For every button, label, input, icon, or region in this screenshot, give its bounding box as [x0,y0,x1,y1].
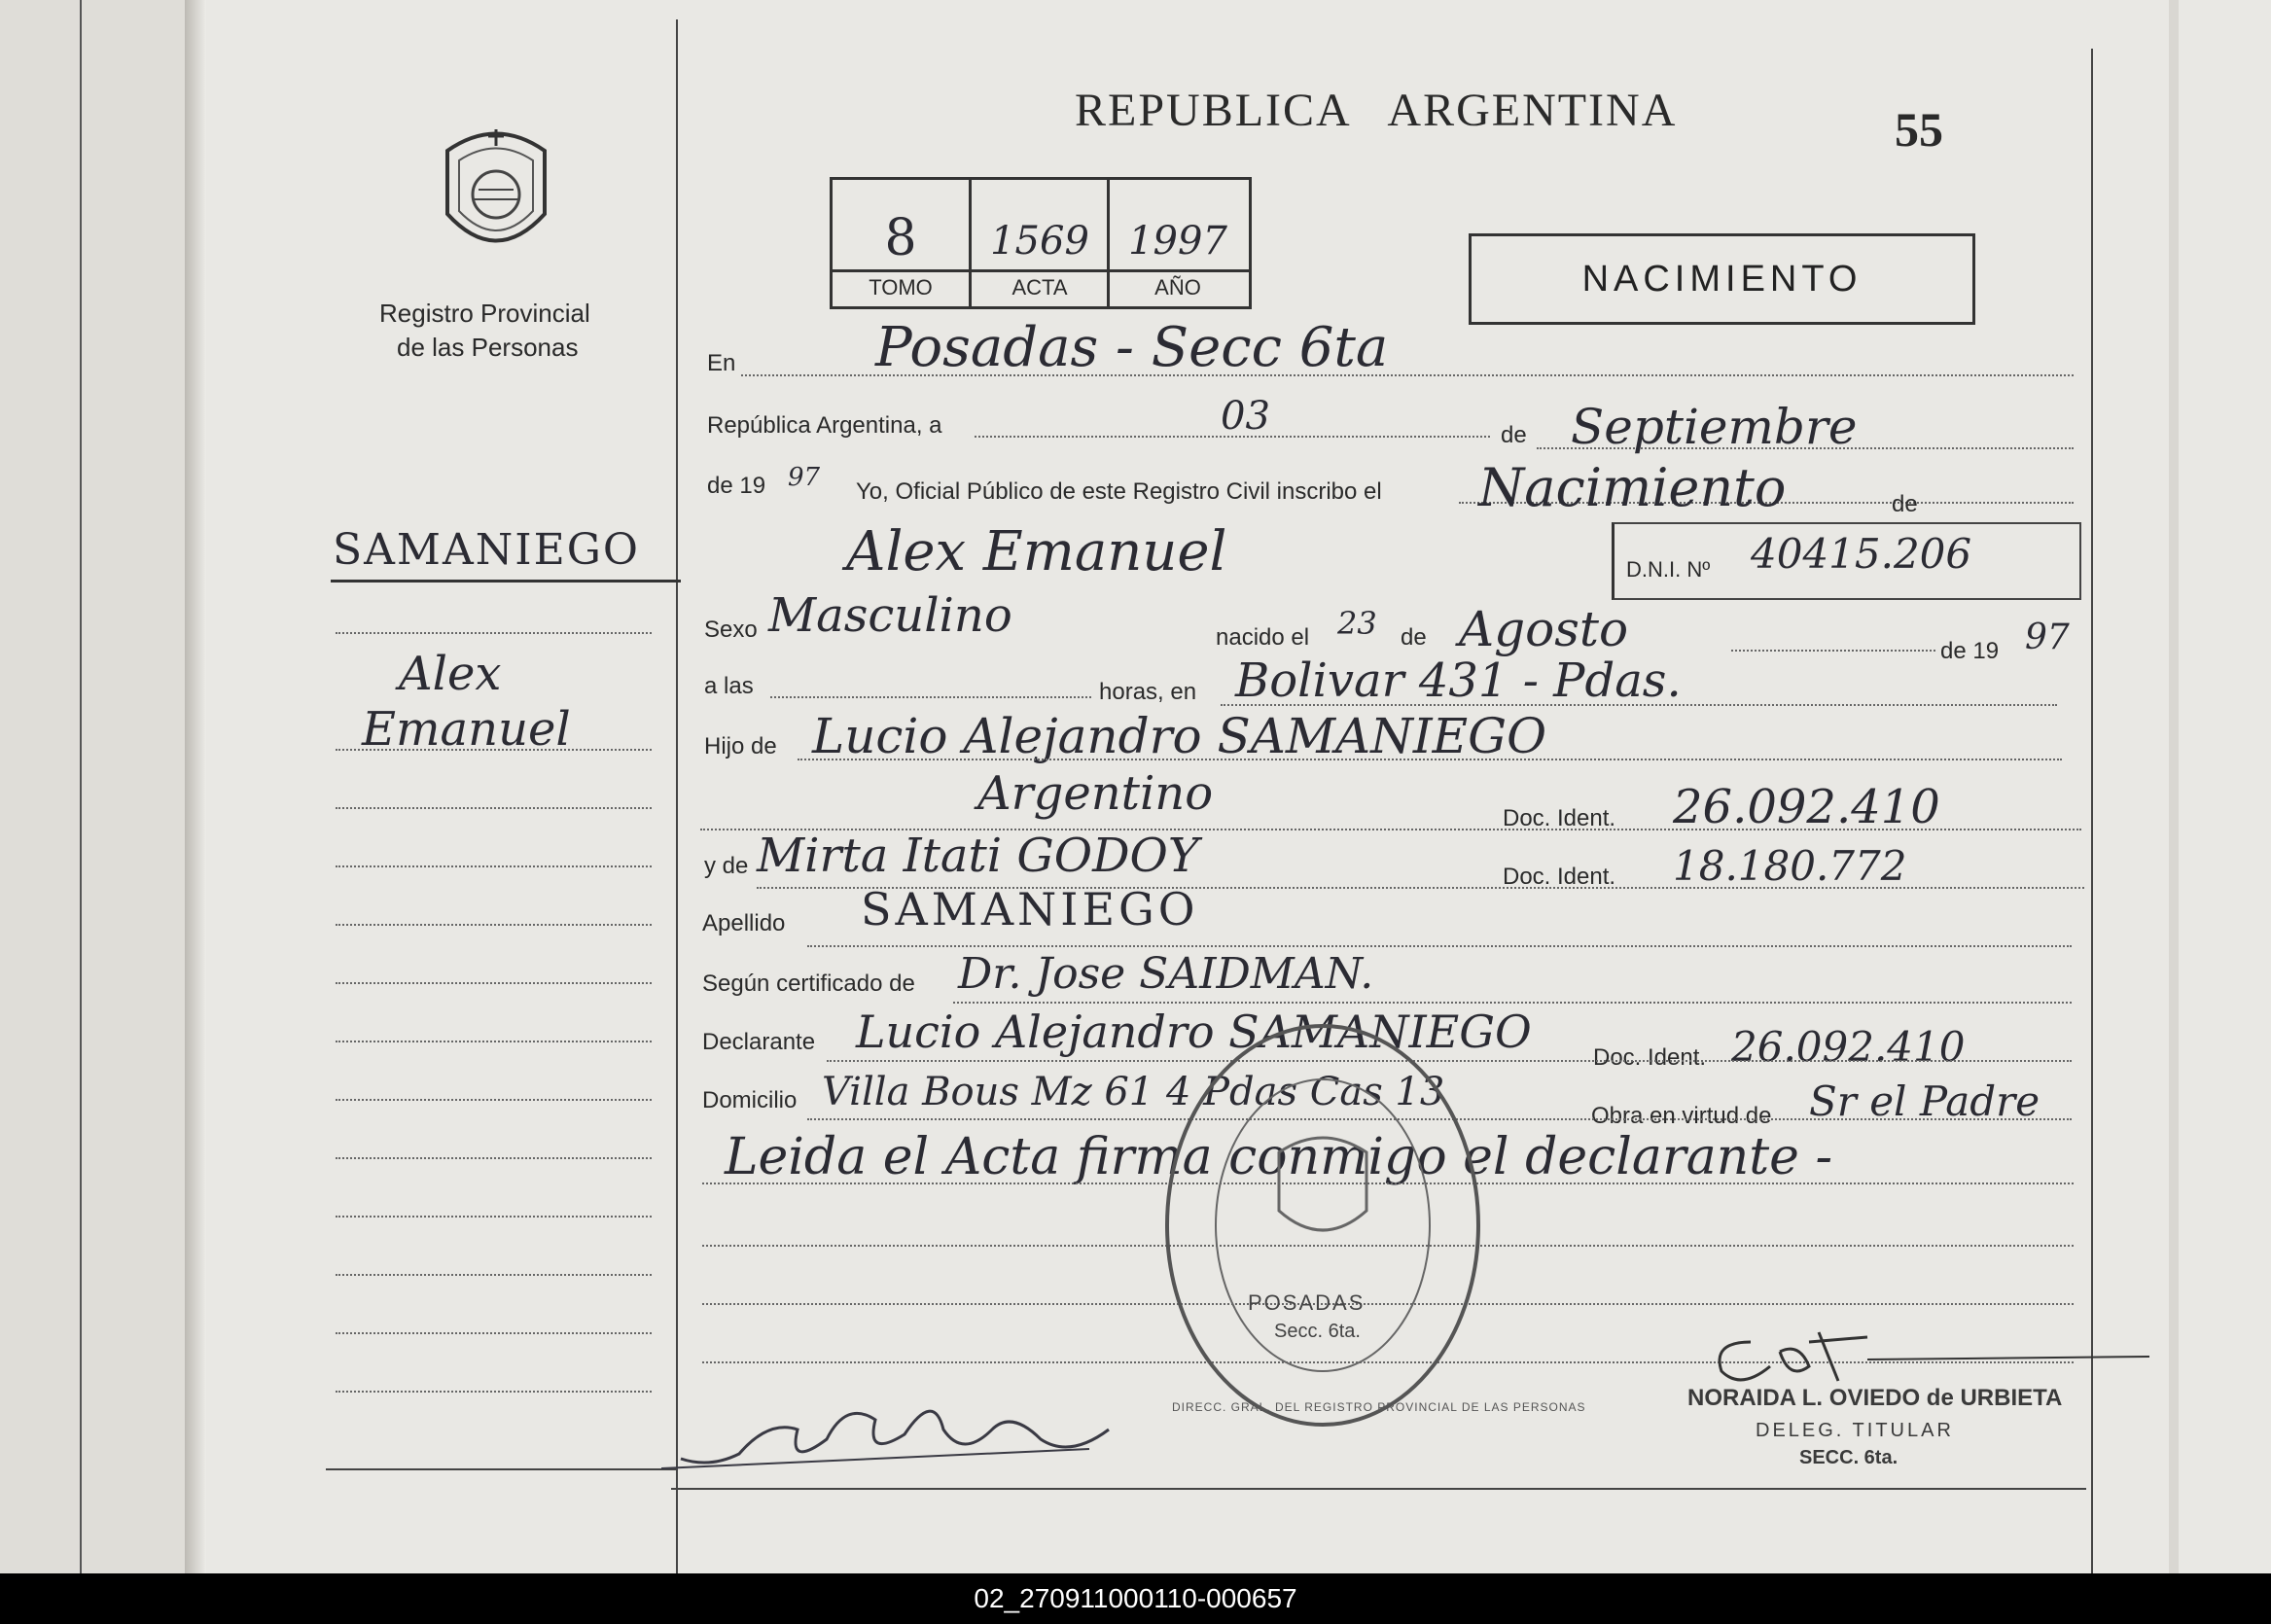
dotted-line [1221,704,2057,706]
official-section: SECC. 6ta. [1799,1447,1898,1468]
margin-signature-icon [652,1361,1157,1488]
dotted-line [336,924,652,926]
value-lugar: Posadas - Secc 6ta [875,316,1389,379]
stamp-text: DIRECC. GRAL. DEL REGISTRO PROVINCIAL DE LAS PERSONAS [1172,1400,1586,1414]
label-doc-padre: Doc. Ident. [1503,805,1616,831]
value-doc-declarante: 26.092.410 [1731,1023,1966,1071]
official-title: DELEG. TITULAR [1756,1420,1954,1441]
document-type-box: NACIMIENTO [1469,233,1975,325]
record-box [830,177,1252,309]
scan-id-footer: 02_270911000110-000657 [0,1573,2271,1624]
official-name: NORAIDA L. OVIEDO de URBIETA [1687,1385,2063,1411]
label-doc-madre: Doc. Ident. [1503,864,1616,890]
dotted-line [770,696,1091,698]
margin-nombre1: Alex [399,647,502,701]
dotted-line [336,1041,652,1042]
value-anio-suffix: 97 [788,463,821,492]
dotted-line [336,865,652,867]
provincial-seal-icon [428,122,564,267]
label-a-las: a las [704,673,754,699]
dotted-line [336,1099,652,1101]
label-republica: República Argentina, a [707,412,942,439]
stamp-section: Secc. 6ta. [1274,1321,1361,1342]
label-doc-declarante: Doc. Ident. [1593,1044,1707,1071]
official-stamp-icon [1162,1016,1483,1434]
acta-value: 1569 [990,219,1089,264]
anio-label: AÑO [1154,275,1201,300]
label-de-mes: de [1501,422,1527,448]
stamp-city: POSADAS [1248,1290,1366,1315]
value-anio-nac: 97 [2025,618,2070,657]
label-declarante: Declarante [702,1029,816,1055]
value-sexo: Masculino [768,588,1012,643]
dotted-line [336,1391,652,1393]
acta-label: ACTA [1011,275,1068,300]
page-fold [185,0,206,1573]
dotted-line [953,1002,2072,1004]
value-inscripcion: Nacimiento [1478,457,1787,518]
label-dni: D.N.I. Nº [1626,557,1711,582]
column-divider [676,19,678,1573]
dotted-line [1731,650,1935,652]
label-horas: horas, en [1099,679,1197,705]
label-y-de: y de [704,853,749,879]
dotted-line [798,759,2062,760]
value-certificado: Dr. Jose SAIDMAN. [958,949,1374,999]
value-dia-nac: 23 [1337,605,1377,642]
value-madre: Mirta Itati GODOY [757,829,1199,883]
label-de-mes-nac: de [1401,624,1427,651]
label-en: En [707,350,736,376]
value-doc-padre: 26.092.410 [1673,780,1940,834]
value-mes: Septiembre [1571,399,1858,455]
value-nombre: Alex Emanuel [846,520,1227,583]
dotted-line [336,1274,652,1276]
left-page-edge [0,0,185,1573]
dotted-line [336,632,652,634]
value-padre: Lucio Alejandro SAMANIEGO [812,708,1547,764]
left-page-rule [80,0,82,1573]
dotted-line [336,1216,652,1218]
label-de19-nac: de 19 [1940,638,2000,664]
value-doc-madre: 18.180.772 [1673,842,1907,890]
label-apellido: Apellido [702,910,786,936]
folio-number: 55 [1895,102,1943,157]
registry-name-line1: Registro Provincial [379,299,590,328]
dotted-line [336,1157,652,1159]
label-segun: Según certificado de [702,971,915,997]
value-apellido: SAMANIEGO [861,883,1199,936]
margin-nombre2: Emanuel [362,702,571,757]
value-obra: Sr el Padre [1809,1077,2040,1125]
value-mes-nac: Agosto [1459,601,1629,657]
label-oficial: Yo, Oficial Público de este Registro Civil inscribo el [856,478,1382,505]
value-domicilio: Villa Bous Mz 61 4 Pdas Cas 13 [822,1070,1445,1114]
label-nacido: nacido el [1216,624,1310,651]
anio-value: 1997 [1128,219,1227,264]
dotted-line [807,945,2072,947]
label-de-end: de [1892,491,1918,517]
label-obra: Obra en virtud de [1591,1103,1772,1129]
value-lugar-nac: Bolivar 431 - Pdas. [1235,653,1682,708]
tomo-value: 8 [884,209,917,267]
label-de19: de 19 [707,473,766,499]
value-dni: 40415.206 [1751,530,1972,578]
country-title: REPUBLICA ARGENTINA [1075,85,1678,136]
dotted-line [336,807,652,809]
margin-bottom-rule [326,1468,676,1470]
bottom-rule [671,1488,2086,1490]
registry-name-line2: de las Personas [397,333,579,362]
label-sexo: Sexo [704,617,758,643]
margin-apellido: SAMANIEGO [333,525,640,575]
value-continuacion: Leida el Acta firma conmigo el declarante - [725,1128,1833,1186]
value-declarante: Lucio Alejandro SAMANIEGO [856,1006,1532,1058]
dotted-line [336,749,652,751]
value-dia: 03 [1221,394,1270,439]
dotted-line [336,982,652,984]
tomo-label: TOMO [869,275,933,300]
label-hijo: Hijo de [704,733,777,759]
label-domicilio: Domicilio [702,1087,798,1113]
dotted-line [336,1332,652,1334]
value-nacionalidad: Argentino [977,766,1214,821]
margin-underline [331,580,681,583]
